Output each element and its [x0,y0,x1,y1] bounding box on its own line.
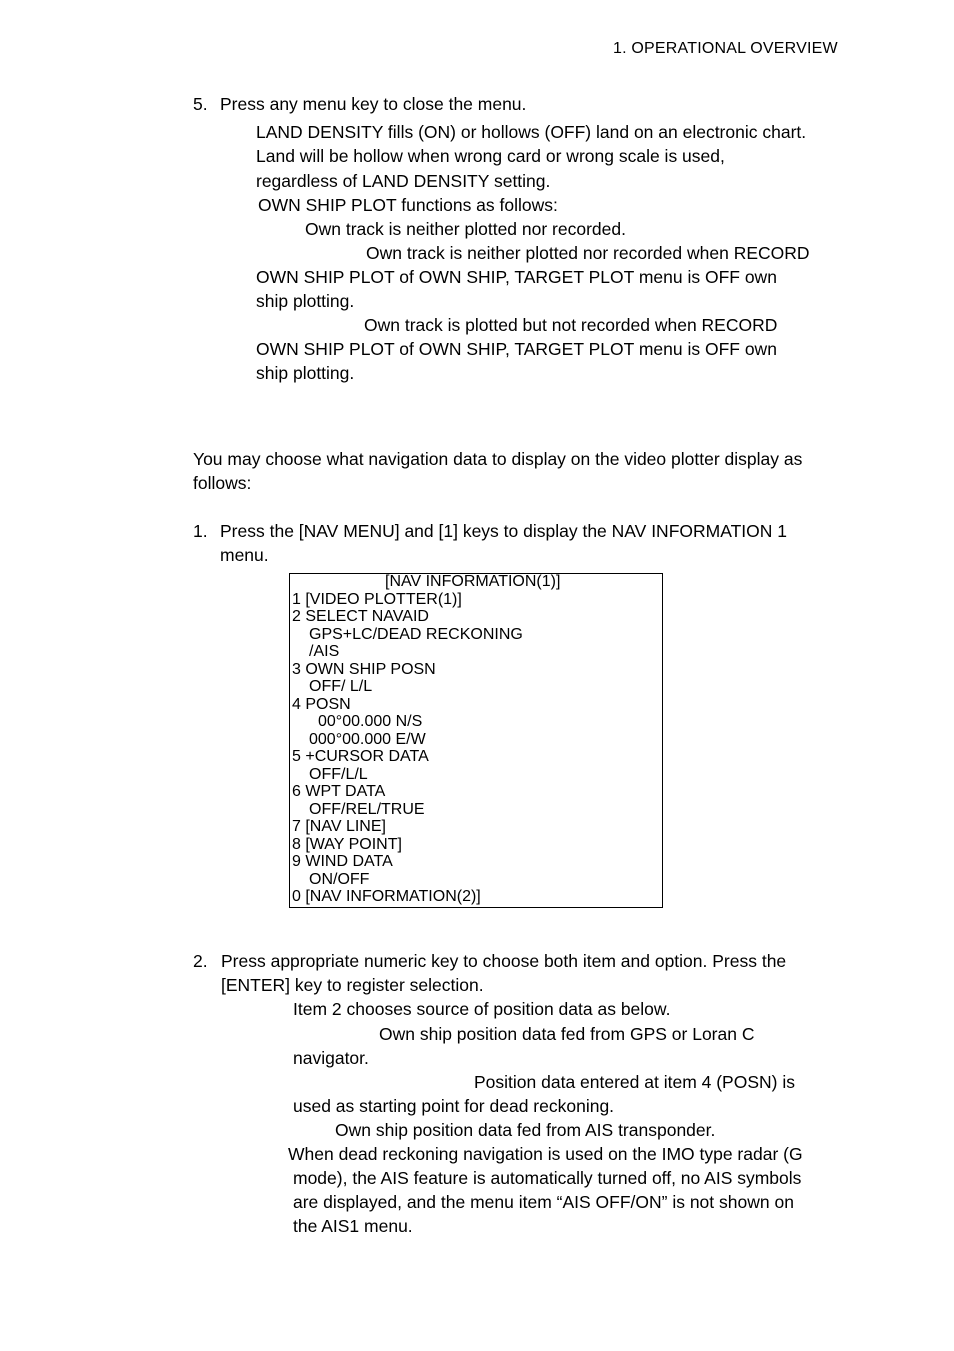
note-line-1: When dead reckoning navigation is used on the IMO type radar (G [288,1144,803,1164]
menu-option-navaid-ais: /AIS [309,643,340,660]
step-2-line-1: Press appropriate numeric key to choose both item and option. Press the [221,951,787,971]
menu-option-cursor-data: OFF/L/L [309,765,368,783]
menu-item-select-navaid: 2 SELECT NAVAID [292,608,429,625]
own-ship-plot-option-3-line-3: ship plotting. [256,363,355,383]
dead-reckoning-line-1: Position data entered at item 4 (POSN) is [474,1072,795,1092]
step-5-text: Press any menu key to close the menu. [220,94,527,114]
step-1-line-2: menu. [220,545,269,565]
step-1-line-1: Press the [NAV MENU] and [1] keys to display the NAV INFORMATION 1 [220,521,787,541]
dead-reckoning-line-2: used as starting point for dead reckoning. [293,1096,615,1116]
menu-item-own-ship-posn: 3 OWN SHIP POSN [292,660,436,678]
note-line-3: are displayed, and the menu item “AIS OFF/ON” is not shown on [293,1192,794,1212]
own-ship-plot-option-2-line-2: OWN SHIP PLOT of OWN SHIP, TARGET PLOT menu is OFF own [256,267,777,287]
step-2-line-2: [ENTER] key to register selection. [221,975,484,995]
own-ship-plot-option-3-line-2: OWN SHIP PLOT of OWN SHIP, TARGET PLOT menu is OFF own [256,339,777,359]
step-1-number: 1. [193,521,208,541]
menu-option-own-ship-posn: OFF/ L/L [309,678,373,695]
own-ship-plot-option-2-line-1: Own track is neither plotted nor recorded when RECORD [366,243,810,263]
menu-item-posn: 4 POSN [292,695,351,713]
item-2-intro: Item 2 chooses source of position data as below. [293,999,671,1019]
step-2-number: 2. [193,951,208,971]
menu-item-wpt-data: 6 WPT DATA [292,783,386,800]
note-line-4: the AIS1 menu. [293,1216,413,1236]
ais-source-text: Own ship position data fed from AIS transponder. [335,1120,716,1140]
menu-item-nav-information-2: 0 [NAV INFORMATION(2)] [292,888,481,905]
gps-lc-line-2: navigator. [293,1048,369,1068]
menu-option-navaid-sources: GPS+LC/DEAD RECKONING [309,625,523,643]
land-density-line-2: Land will be hollow when wrong card or wrong scale is used, [256,146,725,166]
menu-option-wind-data: ON/OFF [309,870,370,888]
own-ship-plot-intro: OWN SHIP PLOT functions as follows: [258,195,558,215]
own-ship-plot-option-2-line-3: ship plotting. [256,291,355,311]
nav-intro-line-2: follows: [193,473,252,493]
land-density-line-3: regardless of LAND DENSITY setting. [256,171,551,191]
menu-value-latitude: 00°00.000 N/S [318,713,423,730]
gps-lc-line-1: Own ship position data fed from GPS or Loran C [379,1024,755,1044]
menu-value-longitude: 000°00.000 E/W [309,730,426,748]
land-density-line-1: LAND DENSITY fills (ON) or hollows (OFF) land on an electronic chart. [256,122,807,142]
menu-item-wind-data: 9 WIND DATA [292,853,393,870]
menu-item-nav-line: 7 [NAV LINE] [292,818,386,835]
note-line-2: mode), the AIS feature is automatically turned off, no AIS symbols [293,1168,802,1188]
own-ship-plot-option-1: Own track is neither plotted nor recorded. [305,219,626,239]
section-header: 1. OPERATIONAL OVERVIEW [613,40,838,57]
menu-item-way-point: 8 [WAY POINT] [292,835,402,853]
menu-title: [NAV INFORMATION(1)] [385,573,561,590]
nav-information-menu [289,573,663,908]
nav-intro-line-1: You may choose what navigation data to display on the video plotter display as [193,449,803,469]
menu-option-wpt-data: OFF/REL/TRUE [309,800,425,818]
menu-item-cursor-data: 5 +CURSOR DATA [292,748,429,765]
own-ship-plot-option-3-line-1: Own track is plotted but not recorded when RECORD [364,315,778,335]
step-5-number: 5. [193,94,208,114]
menu-item-video-plotter: 1 [VIDEO PLOTTER(1)] [292,590,462,608]
